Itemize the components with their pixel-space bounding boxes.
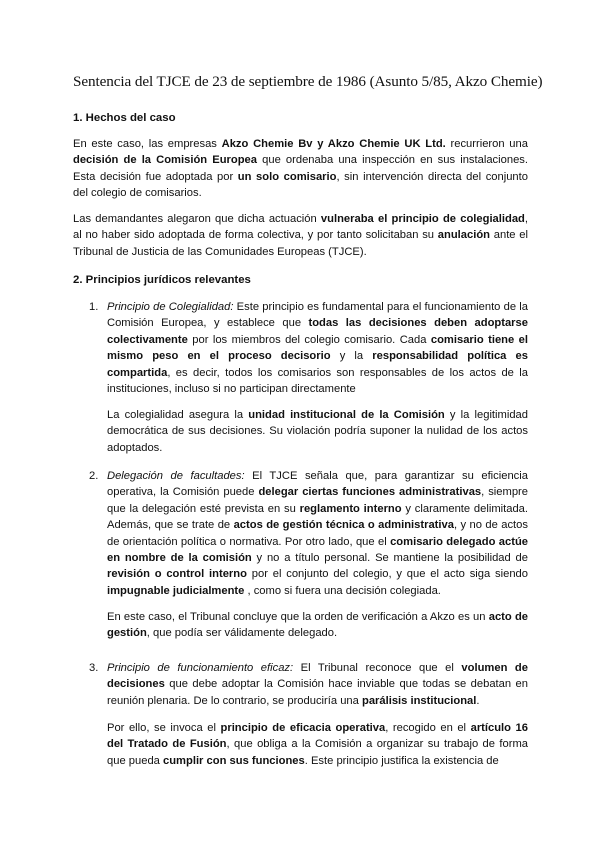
text-run: El TJCE señala que, para garantizar su eficiencia operativa, la Comisión puede xyxy=(107,470,528,499)
text-run: por el conjunto del colegio, y que el acto siga siendo xyxy=(246,568,528,581)
paragraph-hechos-1 xyxy=(73,136,528,202)
bold-text: revisión o control interno xyxy=(107,568,247,581)
list-item-number: 3. xyxy=(89,662,99,674)
bold-text: comisario tiene el mismo peso en el proceso decisorio xyxy=(107,333,528,363)
list-item-text xyxy=(107,660,528,709)
text-run: Por ello, se invoca el xyxy=(107,722,221,734)
section-heading-principios: 2. Principios jurídicos relevantes xyxy=(73,274,251,286)
text-run: y la xyxy=(330,350,373,363)
list-item-extra-paragraph xyxy=(107,609,528,642)
list-item-funcionamiento xyxy=(89,660,528,709)
text-run: , y no de actos de orientación política o normativa. Por otro lado, que el xyxy=(107,519,528,548)
list-item-extra-paragraph xyxy=(107,407,528,456)
section-heading-hechos: 1. Hechos del caso xyxy=(73,112,176,124)
bold-text: comisario delegado actúe en nombre de la comisión xyxy=(107,535,528,565)
text-run: , como si fuera una decisión colegiada. xyxy=(244,584,441,597)
document-title: Sentencia del TJCE de 23 de septiembre de 1986 (Asunto 5/85, Akzo Chemie) xyxy=(73,73,543,90)
bold-text: Akzo Chemie Bv y Akzo Chemie UK Ltd. xyxy=(221,138,446,150)
text-run: , que podía ser válidamente delegado. xyxy=(146,627,338,640)
italic-label: Principio de funcionamiento eficaz: xyxy=(107,662,294,674)
text-run: que debe adoptar la Comisión hace inviable que todas se debatan en reunión plenaria. De lo contrario, se produciría una xyxy=(107,678,528,707)
list-item-text xyxy=(107,468,528,599)
bold-text: decisión de la Comisión Europea xyxy=(73,154,257,167)
bold-text: cumplir con sus funciones xyxy=(163,754,305,767)
bold-text: vulneraba el principio de colegialidad xyxy=(320,213,525,225)
bold-text: principio de eficacia operativa xyxy=(220,722,386,734)
list-item-extra-paragraph xyxy=(107,720,528,769)
bold-text: parálisis institucional xyxy=(361,694,477,707)
text-run: La colegialidad asegura la xyxy=(107,409,249,421)
text-run: , recogido en el xyxy=(385,722,471,734)
paragraph-hechos-2 xyxy=(73,211,528,260)
bold-text: un solo comisario xyxy=(237,170,337,183)
text-run: El Tribunal reconoce que el xyxy=(293,662,462,674)
bold-text: anulación xyxy=(437,229,490,242)
bold-text: responsabilidad política es compartida xyxy=(107,350,528,379)
italic-label: Principio de Colegialidad: xyxy=(107,301,234,313)
text-run: Las demandantes alegaron que dicha actuación xyxy=(73,213,321,225)
bold-text: impugnable judicialmente xyxy=(107,584,245,597)
text-run: En este caso, el Tribunal concluye que la orden de verificación a Akzo es un xyxy=(107,611,489,623)
bold-text: volumen de decisiones xyxy=(107,662,528,691)
list-item-number: 2. xyxy=(89,470,99,482)
text-run: ante el Tribunal de Justicia de las Comunidades Europeas (TJCE). xyxy=(73,229,528,258)
text-run: por los miembros del colegio comisario. Cada xyxy=(187,333,431,346)
bold-text: reglamento interno xyxy=(299,502,402,515)
text-run: y la legitimidad democrática de sus decisiones. Su violación podría suponer la nulidad de los actos adoptados. xyxy=(107,409,528,454)
text-run: , que obliga a la Comisión a organizar su trabajo de forma que pueda xyxy=(107,738,528,767)
bold-text: todas las decisiones deben adoptarse colectivamente xyxy=(107,317,528,346)
text-run: y no a título personal. Se mantiene la posibilidad de xyxy=(251,552,528,565)
list-item-delegacion xyxy=(89,468,528,599)
text-run: , al no haber sido adoptada de forma colectiva, y por tanto solicitaban su xyxy=(73,213,528,242)
text-run: y claramente delimitada. Además, que se trate de xyxy=(107,502,529,532)
text-run: En este caso, las empresas xyxy=(73,138,222,150)
list-item-text xyxy=(107,299,528,397)
text-run: . xyxy=(476,694,480,707)
list-item-number: 1. xyxy=(89,301,99,313)
bold-text: acto de gestión xyxy=(107,611,529,640)
italic-label: Delegación de facultades: xyxy=(107,470,245,482)
text-run: , siempre que la delegación esté prevista en su xyxy=(107,486,529,515)
text-run: recurrieron una xyxy=(445,138,528,150)
bold-text: artículo 16 del Tratado de Fusión xyxy=(107,722,528,751)
bold-text: unidad institucional de la Comisión xyxy=(248,409,445,421)
bold-text: actos de gestión técnica o administrativa xyxy=(233,519,454,532)
list-item-colegialidad xyxy=(89,299,528,397)
text-run: , es decir, todos los comisarios son responsables de los actos de la instituciones, incluso si no participan directamente xyxy=(107,366,528,396)
text-run: . Este principio justifica la existencia de xyxy=(304,754,499,767)
text-run: que ordenaba una inspección en sus instalaciones. Esta decisión fue adoptada por xyxy=(73,154,528,183)
text-run: , sin intervención directa del conjunto del colegio de comisarios. xyxy=(73,170,528,200)
bold-text: delegar ciertas funciones administrativas xyxy=(258,486,482,499)
text-run: Este principio es fundamental para el funcionamiento de la Comisión Europea, y establece que xyxy=(107,301,528,330)
